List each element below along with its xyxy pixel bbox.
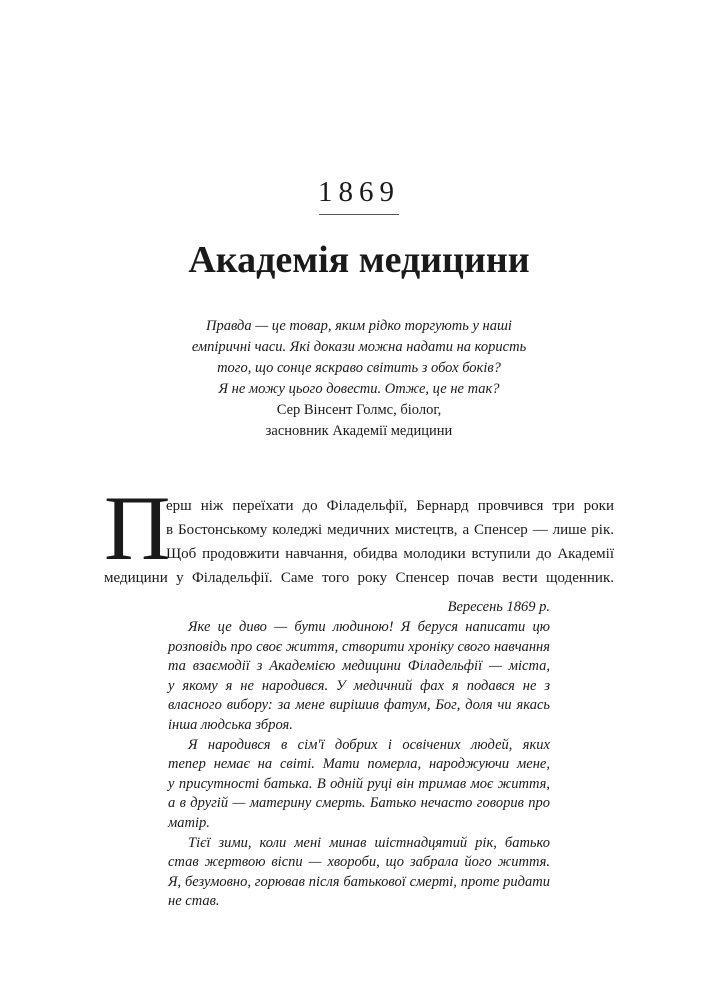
- diary-line: у присутності батька. В одній руці він тримав моє життя,: [168, 775, 550, 792]
- intro-paragraph: [104, 494, 614, 590]
- intro-line: ерш ніж переїхати до Філадельфії, Бернард провчився три роки: [166, 498, 614, 514]
- intro-line: в Бостонському коледжі медичних мистецтв, а Спенсер — лише рік.: [166, 522, 614, 538]
- diary-line: став жертвою віспи — хвороби, що забрала його життя.: [168, 854, 550, 871]
- diary-date: Вересень 1869 р.: [447, 599, 550, 615]
- diary-line: та взаємодії з Академією медицини Філадельфії — міста,: [168, 658, 550, 675]
- title-divider: [319, 214, 399, 215]
- epigraph-line: того, що сонце яскраво світить з обох боків?: [217, 360, 501, 376]
- diary-line: Я, безумовно, горював після батькової смерті, проте ридати: [168, 873, 550, 890]
- diary-line: Я народився в сім'ї добрих і освічених людей, яких: [188, 736, 550, 753]
- diary-line: Тієї зими, коли мені минав шістнадцятий рік, батько: [188, 834, 550, 851]
- diary-line: а в другій — материну смерть. Батько нечасто говорив про: [168, 795, 550, 812]
- diary-paragraph: [168, 834, 550, 912]
- diary-line: у якому я не народився. У медичний фах я подався не з: [168, 677, 550, 694]
- chapter-year: 1869: [318, 176, 400, 208]
- diary-line: тепер немає на світі. Мати померла, народжуючи мене,: [168, 756, 550, 773]
- epigraph-line: Правда — це товар, яким рідко торгують у наші: [206, 318, 512, 334]
- epigraph: [150, 316, 568, 442]
- drop-cap: П: [104, 477, 171, 579]
- diary-entry: [168, 598, 550, 912]
- chapter-title: Академія медицини: [188, 239, 530, 281]
- diary-paragraph: [168, 736, 550, 834]
- diary-line: розповідь про своє життя, створити хроніку свого навчання: [168, 638, 550, 655]
- diary-line: інша людська зброя.: [168, 716, 293, 733]
- diary-line: не став.: [168, 893, 220, 910]
- epigraph-author-role: засновник Академії медицини: [265, 423, 453, 439]
- diary-line: матір.: [168, 814, 210, 831]
- epigraph-line: емпіричні часи. Які докази можна надати на користь: [191, 339, 527, 355]
- epigraph-line: Я не можу цього довести. Отже, це не так?: [218, 381, 500, 397]
- diary-line: власного вибору: за мене вирішив фатум, Бог, доля чи якась: [168, 697, 550, 714]
- epigraph-author: Сер Вінсент Голмс, біолог,: [276, 402, 442, 418]
- intro-line: медицини у Філадельфії. Саме того року Спенсер почав вести щоденник.: [104, 570, 614, 586]
- diary-paragraph: [168, 618, 550, 736]
- intro-line: Щоб продовжити навчання, обидва молодики вступили до Академії: [166, 546, 614, 562]
- diary-line: Яке це диво — бути людиною! Я беруся написати цю: [188, 619, 550, 635]
